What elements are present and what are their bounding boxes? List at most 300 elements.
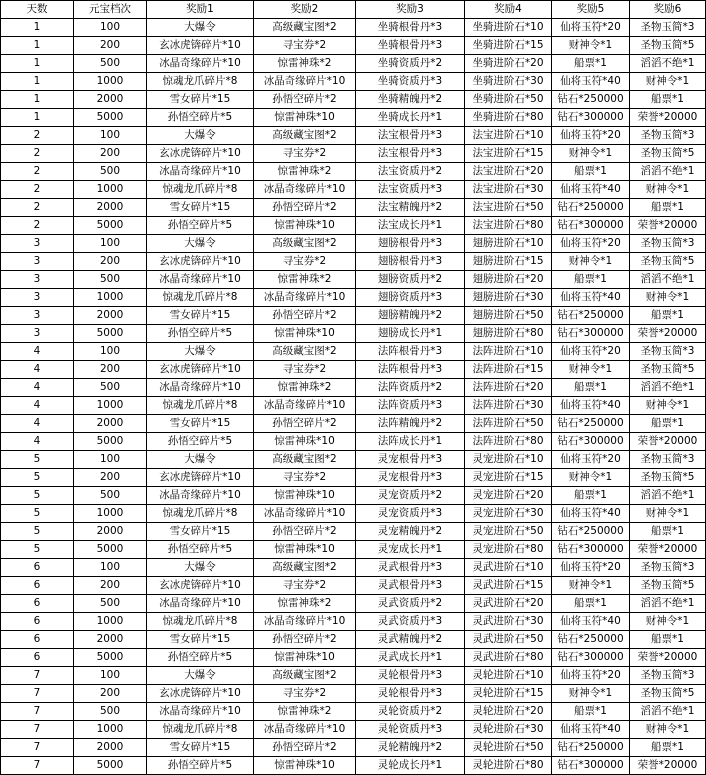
reward-3-cell: 灵武根骨丹*3 [356,577,465,595]
reward-1-cell: 孙悟空碎片*5 [147,757,254,775]
reward-5-cell: 财神令*1 [552,253,630,271]
table-row [1,397,706,415]
reward-1-cell: 冰晶奇缘碎片*10 [147,703,254,721]
reward-1-cell: 孙悟空碎片*5 [147,109,254,127]
tier-cell: 1000 [74,73,147,91]
reward-6-cell: 圣物玉简*5 [630,685,706,703]
reward-6-cell: 财神令*1 [630,721,706,739]
tier-cell: 2000 [74,523,147,541]
day-cell: 3 [1,325,74,343]
reward-1-cell: 雪女碎片*15 [147,307,254,325]
tier-cell: 2000 [74,199,147,217]
reward-4-cell: 灵宠进阶石*30 [465,505,552,523]
reward-3-cell: 灵宠根骨丹*3 [356,451,465,469]
reward-3-cell: 翅膀资质丹*2 [356,271,465,289]
reward-2-cell: 冰晶奇缘碎片*10 [254,613,356,631]
reward-4-cell: 翅膀进阶石*80 [465,325,552,343]
reward-5-cell: 钻石*300000 [552,541,630,559]
reward-1-cell: 大爆令 [147,343,254,361]
reward-5-cell: 钻石*300000 [552,433,630,451]
day-cell: 3 [1,271,74,289]
reward-5-cell: 财神令*1 [552,145,630,163]
reward-1-cell: 大爆令 [147,19,254,37]
reward-4-cell: 灵武进阶石*80 [465,649,552,667]
reward-6-cell: 财神令*1 [630,73,706,91]
reward-3-cell: 坐骑成长丹*1 [356,109,465,127]
reward-4-cell: 灵宠进阶石*50 [465,523,552,541]
reward-3-cell: 灵武根骨丹*3 [356,559,465,577]
reward-3-cell: 坐骑根骨丹*3 [356,19,465,37]
reward-3-cell: 法宝精魄丹*2 [356,199,465,217]
reward-5-cell: 财神令*1 [552,469,630,487]
reward-5-cell: 仙将玉符*20 [552,235,630,253]
reward-1-cell: 冰晶奇缘碎片*10 [147,55,254,73]
day-cell: 6 [1,631,74,649]
reward-1-cell: 冰晶奇缘碎片*10 [147,379,254,397]
header-tier: 元宝档次 [74,1,147,19]
table-row [1,469,706,487]
reward-5-cell: 仙将玉符*40 [552,73,630,91]
reward-3-cell: 坐骑精魄丹*2 [356,91,465,109]
reward-4-cell: 法阵进阶石*15 [465,361,552,379]
reward-6-cell: 圣物玉简*3 [630,451,706,469]
reward-2-cell: 冰晶奇缘碎片*10 [254,505,356,523]
reward-2-cell: 寻宝券*2 [254,145,356,163]
reward-1-cell: 雪女碎片*15 [147,199,254,217]
reward-1-cell: 大爆令 [147,451,254,469]
table-row [1,379,706,397]
reward-5-cell: 仙将玉符*40 [552,181,630,199]
reward-4-cell: 法宝进阶石*80 [465,217,552,235]
reward-5-cell: 财神令*1 [552,37,630,55]
reward-5-cell: 钻石*250000 [552,523,630,541]
reward-3-cell: 灵宠精魄丹*2 [356,523,465,541]
day-cell: 1 [1,91,74,109]
reward-3-cell: 法宝资质丹*2 [356,163,465,181]
reward-5-cell: 仙将玉符*20 [552,451,630,469]
tier-cell: 100 [74,667,147,685]
day-cell: 4 [1,361,74,379]
table-row [1,235,706,253]
day-cell: 7 [1,685,74,703]
reward-2-cell: 惊雷神珠*10 [254,757,356,775]
reward-3-cell: 法阵根骨丹*3 [356,361,465,379]
reward-2-cell: 寻宝券*2 [254,469,356,487]
header-reward-5: 奖励5 [552,1,630,19]
reward-6-cell: 滔滔不绝*1 [630,487,706,505]
reward-5-cell: 仙将玉符*20 [552,559,630,577]
reward-5-cell: 船票*1 [552,163,630,181]
reward-3-cell: 法阵根骨丹*3 [356,343,465,361]
reward-2-cell: 冰晶奇缘碎片*10 [254,721,356,739]
day-cell: 5 [1,505,74,523]
reward-4-cell: 灵武进阶石*20 [465,595,552,613]
reward-1-cell: 玄冰虎锛碎片*10 [147,253,254,271]
reward-5-cell: 钻石*250000 [552,631,630,649]
table-row [1,271,706,289]
header-day: 天数 [1,1,74,19]
reward-6-cell: 荣誉*20000 [630,109,706,127]
reward-3-cell: 灵轮精魄丹*2 [356,739,465,757]
reward-6-cell: 滔滔不绝*1 [630,55,706,73]
tier-cell: 500 [74,379,147,397]
reward-5-cell: 钻石*250000 [552,199,630,217]
reward-4-cell: 坐骑进阶石*50 [465,91,552,109]
tier-cell: 200 [74,37,147,55]
reward-3-cell: 灵武成长丹*1 [356,649,465,667]
reward-5-cell: 钻石*300000 [552,757,630,775]
reward-2-cell: 寻宝券*2 [254,253,356,271]
day-cell: 7 [1,721,74,739]
reward-5-cell: 钻石*250000 [552,415,630,433]
tier-cell: 1000 [74,505,147,523]
day-cell: 5 [1,523,74,541]
reward-5-cell: 船票*1 [552,487,630,505]
reward-2-cell: 寻宝券*2 [254,577,356,595]
reward-1-cell: 玄冰虎锛碎片*10 [147,469,254,487]
table-row [1,541,706,559]
day-cell: 6 [1,595,74,613]
day-cell: 1 [1,37,74,55]
day-cell: 2 [1,217,74,235]
table-row [1,19,706,37]
tier-cell: 1000 [74,181,147,199]
day-cell: 6 [1,577,74,595]
reward-6-cell: 船票*1 [630,523,706,541]
reward-6-cell: 圣物玉简*5 [630,145,706,163]
tier-cell: 5000 [74,649,147,667]
tier-cell: 500 [74,487,147,505]
reward-1-cell: 大爆令 [147,127,254,145]
reward-6-cell: 滔滔不绝*1 [630,163,706,181]
tier-cell: 1000 [74,613,147,631]
reward-5-cell: 船票*1 [552,379,630,397]
reward-2-cell: 寻宝券*2 [254,37,356,55]
header-reward-2: 奖励2 [254,1,356,19]
reward-3-cell: 法宝成长丹*1 [356,217,465,235]
reward-2-cell: 惊雷神珠*2 [254,703,356,721]
day-cell: 3 [1,289,74,307]
table-row [1,217,706,235]
reward-4-cell: 灵武进阶石*15 [465,577,552,595]
reward-1-cell: 雪女碎片*15 [147,739,254,757]
reward-4-cell: 灵武进阶石*10 [465,559,552,577]
tier-cell: 500 [74,271,147,289]
header-row [1,1,706,19]
reward-5-cell: 仙将玉符*20 [552,127,630,145]
table-row [1,757,706,775]
tier-cell: 500 [74,55,147,73]
reward-4-cell: 翅膀进阶石*50 [465,307,552,325]
reward-2-cell: 惊雷神珠*10 [254,217,356,235]
reward-2-cell: 孙悟空碎片*2 [254,91,356,109]
reward-4-cell: 灵轮进阶石*80 [465,757,552,775]
header-reward-6: 奖励6 [630,1,706,19]
day-cell: 2 [1,163,74,181]
reward-2-cell: 寻宝券*2 [254,685,356,703]
day-cell: 1 [1,109,74,127]
reward-2-cell: 孙悟空碎片*2 [254,631,356,649]
tier-cell: 5000 [74,217,147,235]
day-cell: 5 [1,541,74,559]
reward-3-cell: 灵宠根骨丹*3 [356,469,465,487]
tier-cell: 200 [74,361,147,379]
table-header [1,1,706,19]
reward-4-cell: 坐骑进阶石*30 [465,73,552,91]
reward-5-cell: 仙将玉符*20 [552,343,630,361]
reward-1-cell: 孙悟空碎片*5 [147,649,254,667]
tier-cell: 200 [74,253,147,271]
reward-4-cell: 灵宠进阶石*20 [465,487,552,505]
day-cell: 5 [1,469,74,487]
reward-3-cell: 灵宠资质丹*2 [356,487,465,505]
reward-3-cell: 灵武精魄丹*2 [356,631,465,649]
reward-6-cell: 财神令*1 [630,181,706,199]
reward-2-cell: 冰晶奇缘碎片*10 [254,289,356,307]
table-row [1,55,706,73]
tier-cell: 5000 [74,757,147,775]
tier-cell: 2000 [74,631,147,649]
table-row [1,487,706,505]
table-row [1,559,706,577]
reward-2-cell: 惊雷神珠*2 [254,163,356,181]
reward-1-cell: 雪女碎片*15 [147,523,254,541]
table-row [1,181,706,199]
tier-cell: 2000 [74,739,147,757]
reward-6-cell: 圣物玉简*5 [630,469,706,487]
reward-5-cell: 仙将玉符*40 [552,721,630,739]
reward-2-cell: 惊雷神珠*10 [254,325,356,343]
reward-2-cell: 孙悟空碎片*2 [254,199,356,217]
reward-3-cell: 灵轮根骨丹*3 [356,667,465,685]
day-cell: 4 [1,415,74,433]
reward-2-cell: 高级藏宝图*2 [254,667,356,685]
table-row [1,631,706,649]
reward-6-cell: 滔滔不绝*1 [630,379,706,397]
reward-1-cell: 惊魂龙爪碎片*8 [147,181,254,199]
table-row [1,451,706,469]
reward-2-cell: 惊雷神珠*2 [254,595,356,613]
table-row [1,523,706,541]
day-cell: 1 [1,19,74,37]
reward-6-cell: 圣物玉简*3 [630,667,706,685]
reward-3-cell: 法阵精魄丹*2 [356,415,465,433]
reward-3-cell: 坐骑根骨丹*3 [356,37,465,55]
reward-6-cell: 荣誉*20000 [630,217,706,235]
reward-1-cell: 雪女碎片*15 [147,631,254,649]
reward-3-cell: 灵轮成长丹*1 [356,757,465,775]
reward-4-cell: 灵轮进阶石*50 [465,739,552,757]
day-cell: 7 [1,739,74,757]
reward-6-cell: 船票*1 [630,307,706,325]
reward-4-cell: 灵宠进阶石*10 [465,451,552,469]
tier-cell: 5000 [74,433,147,451]
reward-4-cell: 灵武进阶石*30 [465,613,552,631]
day-cell: 3 [1,307,74,325]
reward-4-cell: 坐骑进阶石*80 [465,109,552,127]
reward-4-cell: 坐骑进阶石*10 [465,19,552,37]
reward-6-cell: 滔滔不绝*1 [630,595,706,613]
reward-4-cell: 灵轮进阶石*20 [465,703,552,721]
reward-1-cell: 雪女碎片*15 [147,415,254,433]
reward-4-cell: 法宝进阶石*15 [465,145,552,163]
reward-5-cell: 船票*1 [552,703,630,721]
reward-2-cell: 冰晶奇缘碎片*10 [254,397,356,415]
day-cell: 1 [1,73,74,91]
table-row [1,685,706,703]
reward-5-cell: 钻石*250000 [552,307,630,325]
tier-cell: 1000 [74,397,147,415]
reward-2-cell: 高级藏宝图*2 [254,559,356,577]
table-row [1,253,706,271]
reward-1-cell: 惊魂龙爪碎片*8 [147,397,254,415]
reward-1-cell: 大爆令 [147,667,254,685]
reward-2-cell: 孙悟空碎片*2 [254,739,356,757]
reward-5-cell: 财神令*1 [552,577,630,595]
reward-3-cell: 翅膀资质丹*3 [356,289,465,307]
reward-3-cell: 法宝根骨丹*3 [356,145,465,163]
day-cell: 2 [1,127,74,145]
reward-4-cell: 灵轮进阶石*10 [465,667,552,685]
reward-6-cell: 圣物玉简*3 [630,19,706,37]
reward-6-cell: 圣物玉简*3 [630,235,706,253]
reward-2-cell: 惊雷神珠*10 [254,649,356,667]
reward-2-cell: 惊雷神珠*2 [254,271,356,289]
table-row [1,505,706,523]
reward-5-cell: 钻石*300000 [552,649,630,667]
day-cell: 6 [1,613,74,631]
reward-1-cell: 大爆令 [147,559,254,577]
tier-cell: 100 [74,235,147,253]
reward-3-cell: 法宝根骨丹*3 [356,127,465,145]
reward-1-cell: 玄冰虎锛碎片*10 [147,685,254,703]
header-reward-1: 奖励1 [147,1,254,19]
table-row [1,307,706,325]
day-cell: 7 [1,757,74,775]
tier-cell: 5000 [74,109,147,127]
reward-2-cell: 孙悟空碎片*2 [254,307,356,325]
reward-3-cell: 灵轮根骨丹*3 [356,685,465,703]
tier-cell: 200 [74,145,147,163]
reward-3-cell: 灵宠资质丹*3 [356,505,465,523]
day-cell: 7 [1,703,74,721]
reward-5-cell: 财神令*1 [552,361,630,379]
reward-5-cell: 船票*1 [552,271,630,289]
reward-4-cell: 法阵进阶石*20 [465,379,552,397]
tier-cell: 5000 [74,541,147,559]
reward-2-cell: 高级藏宝图*2 [254,451,356,469]
table-row [1,343,706,361]
reward-5-cell: 船票*1 [552,595,630,613]
reward-3-cell: 灵轮资质丹*3 [356,721,465,739]
reward-3-cell: 法阵成长丹*1 [356,433,465,451]
day-cell: 5 [1,487,74,505]
reward-4-cell: 法阵进阶石*50 [465,415,552,433]
reward-3-cell: 灵武资质丹*3 [356,613,465,631]
reward-6-cell: 船票*1 [630,739,706,757]
table-row [1,739,706,757]
reward-5-cell: 仙将玉符*40 [552,289,630,307]
tier-cell: 100 [74,451,147,469]
table-row [1,127,706,145]
tier-cell: 200 [74,577,147,595]
reward-6-cell: 荣誉*20000 [630,541,706,559]
tier-cell: 100 [74,559,147,577]
table-row [1,433,706,451]
table-row [1,199,706,217]
reward-4-cell: 法阵进阶石*30 [465,397,552,415]
reward-4-cell: 坐骑进阶石*15 [465,37,552,55]
reward-4-cell: 灵轮进阶石*15 [465,685,552,703]
reward-1-cell: 孙悟空碎片*5 [147,433,254,451]
tier-cell: 200 [74,685,147,703]
reward-4-cell: 法阵进阶石*80 [465,433,552,451]
table-row [1,109,706,127]
header-reward-3: 奖励3 [356,1,465,19]
reward-5-cell: 仙将玉符*40 [552,505,630,523]
reward-2-cell: 冰晶奇缘碎片*10 [254,181,356,199]
reward-1-cell: 冰晶奇缘碎片*10 [147,487,254,505]
reward-4-cell: 法宝进阶石*50 [465,199,552,217]
tier-cell: 5000 [74,325,147,343]
reward-5-cell: 钻石*300000 [552,217,630,235]
day-cell: 7 [1,667,74,685]
reward-6-cell: 滔滔不绝*1 [630,271,706,289]
table-row [1,721,706,739]
reward-2-cell: 惊雷神珠*10 [254,109,356,127]
reward-2-cell: 寻宝券*2 [254,361,356,379]
day-cell: 1 [1,55,74,73]
reward-4-cell: 灵宠进阶石*15 [465,469,552,487]
tier-cell: 1000 [74,289,147,307]
reward-6-cell: 荣誉*20000 [630,433,706,451]
reward-4-cell: 翅膀进阶石*20 [465,271,552,289]
reward-3-cell: 法阵资质丹*2 [356,379,465,397]
reward-6-cell: 圣物玉简*5 [630,37,706,55]
reward-2-cell: 高级藏宝图*2 [254,343,356,361]
day-cell: 2 [1,145,74,163]
reward-1-cell: 冰晶奇缘碎片*10 [147,595,254,613]
reward-3-cell: 法阵资质丹*3 [356,397,465,415]
tier-cell: 200 [74,469,147,487]
reward-3-cell: 翅膀成长丹*1 [356,325,465,343]
day-cell: 4 [1,343,74,361]
reward-4-cell: 法宝进阶石*20 [465,163,552,181]
reward-6-cell: 圣物玉简*5 [630,253,706,271]
table-row [1,37,706,55]
reward-2-cell: 高级藏宝图*2 [254,19,356,37]
day-cell: 3 [1,235,74,253]
reward-6-cell: 圣物玉简*3 [630,559,706,577]
day-cell: 4 [1,379,74,397]
reward-3-cell: 灵宠成长丹*1 [356,541,465,559]
reward-1-cell: 惊魂龙爪碎片*8 [147,721,254,739]
reward-4-cell: 坐骑进阶石*20 [465,55,552,73]
reward-1-cell: 惊魂龙爪碎片*8 [147,505,254,523]
table-row [1,289,706,307]
reward-6-cell: 荣誉*20000 [630,325,706,343]
day-cell: 3 [1,253,74,271]
reward-3-cell: 坐骑资质丹*2 [356,55,465,73]
table-row [1,361,706,379]
reward-6-cell: 船票*1 [630,91,706,109]
tier-cell: 1000 [74,721,147,739]
reward-1-cell: 大爆令 [147,235,254,253]
reward-6-cell: 财神令*1 [630,397,706,415]
reward-1-cell: 雪女碎片*15 [147,91,254,109]
reward-6-cell: 圣物玉简*3 [630,343,706,361]
reward-2-cell: 冰晶奇缘碎片*10 [254,73,356,91]
